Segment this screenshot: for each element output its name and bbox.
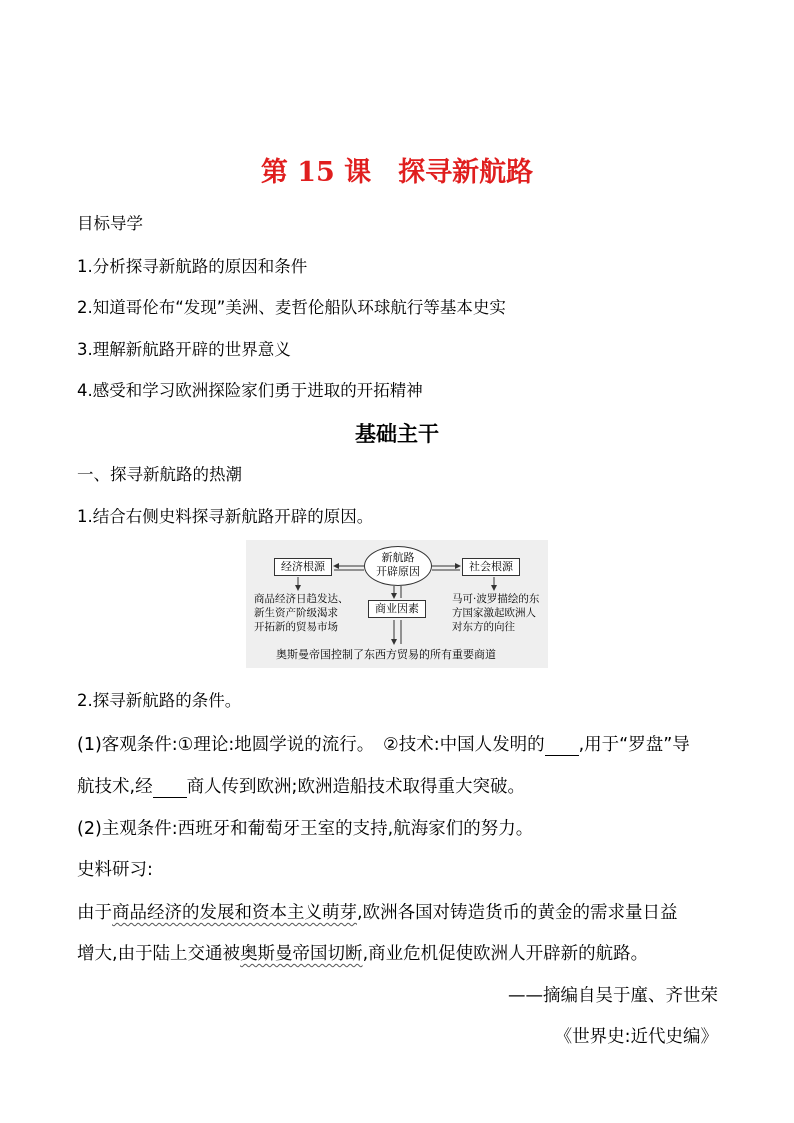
goal-item-3: 3.理解新航路开辟的世界意义 [77,340,291,359]
part1-heading: 一、探寻新航路的热潮 [77,465,242,484]
study-paragraph-line2 [77,940,648,965]
study-text: ,商业危机促使欧洲人开辟新的航路。 [362,944,649,964]
commercial-factor-box: 商业因素 [368,600,426,618]
key-phrase-economy: 商品经济的发展和资本主义萌芽 [112,903,357,923]
subjective-condition: (2)主观条件:西班牙和葡萄牙王室的支持,航海家们的努力。 [77,819,534,839]
source-book: 《世界史:近代史编》 [554,1027,718,1047]
economic-root-text: 商品经济日趋发达、 新生资产阶级渴求 开拓新的贸易市场 [254,593,349,633]
goal-item-4: 4.感受和学习欧洲探险家们勇于进取的开拓精神 [77,381,423,400]
goal-item-2: 2.知道哥伦布“发现”美洲、麦哲伦船队环球航行等基本史实 [77,298,506,317]
study-paragraph-line1 [77,899,678,924]
center-oval: 新航路 开辟原因 [364,546,432,586]
study-heading: 史料研习: [77,860,153,880]
section-title: 基础主干 [355,422,439,446]
objective-condition-line1 [77,731,690,756]
objective-condition-text-a: (1)客观条件:①理论:地圆学说的流行。 ②技术:中国人发明的 [77,735,545,755]
key-phrase-ottoman: 奥斯曼帝国切断 [240,944,363,964]
social-root-text: 马可·波罗描绘的东 方国家激起欧洲人 对东方的向往 [452,593,540,633]
blank-2 [153,778,187,798]
social-root-box: 社会根源 [462,558,520,576]
objective-condition-text-c: 航技术,经 [77,777,153,797]
lesson-title: 第 15 课 探寻新航路 [260,157,534,188]
question-1: 1.结合右侧史料探寻新航路开辟的原因。 [77,507,374,526]
bottom-text: 奥斯曼帝国控制了东西方贸易的所有重要商道 [276,648,496,661]
objective-condition-text-d: 商人传到欧洲;欧洲造船技术取得重大突破。 [186,777,525,797]
source-author: ——摘编自吴于廑、齐世荣 [508,986,718,1006]
goals-heading: 目标导学 [77,214,143,233]
study-text: 增大,由于陆上交通被 [77,944,241,964]
objective-condition-text-b: ,用于“罗盘”导 [578,735,690,755]
question-2: 2.探寻新航路的条件。 [77,691,242,710]
goal-item-1: 1.分析探寻新航路的原因和条件 [77,257,308,276]
causes-diagram [246,540,548,668]
blank-1 [545,736,579,756]
study-text: ,欧洲各国对铸造货币的黄金的需求量日益 [357,903,678,923]
economic-root-box: 经济根源 [274,558,332,576]
objective-condition-line2 [77,773,525,798]
study-text: 由于 [77,903,112,923]
